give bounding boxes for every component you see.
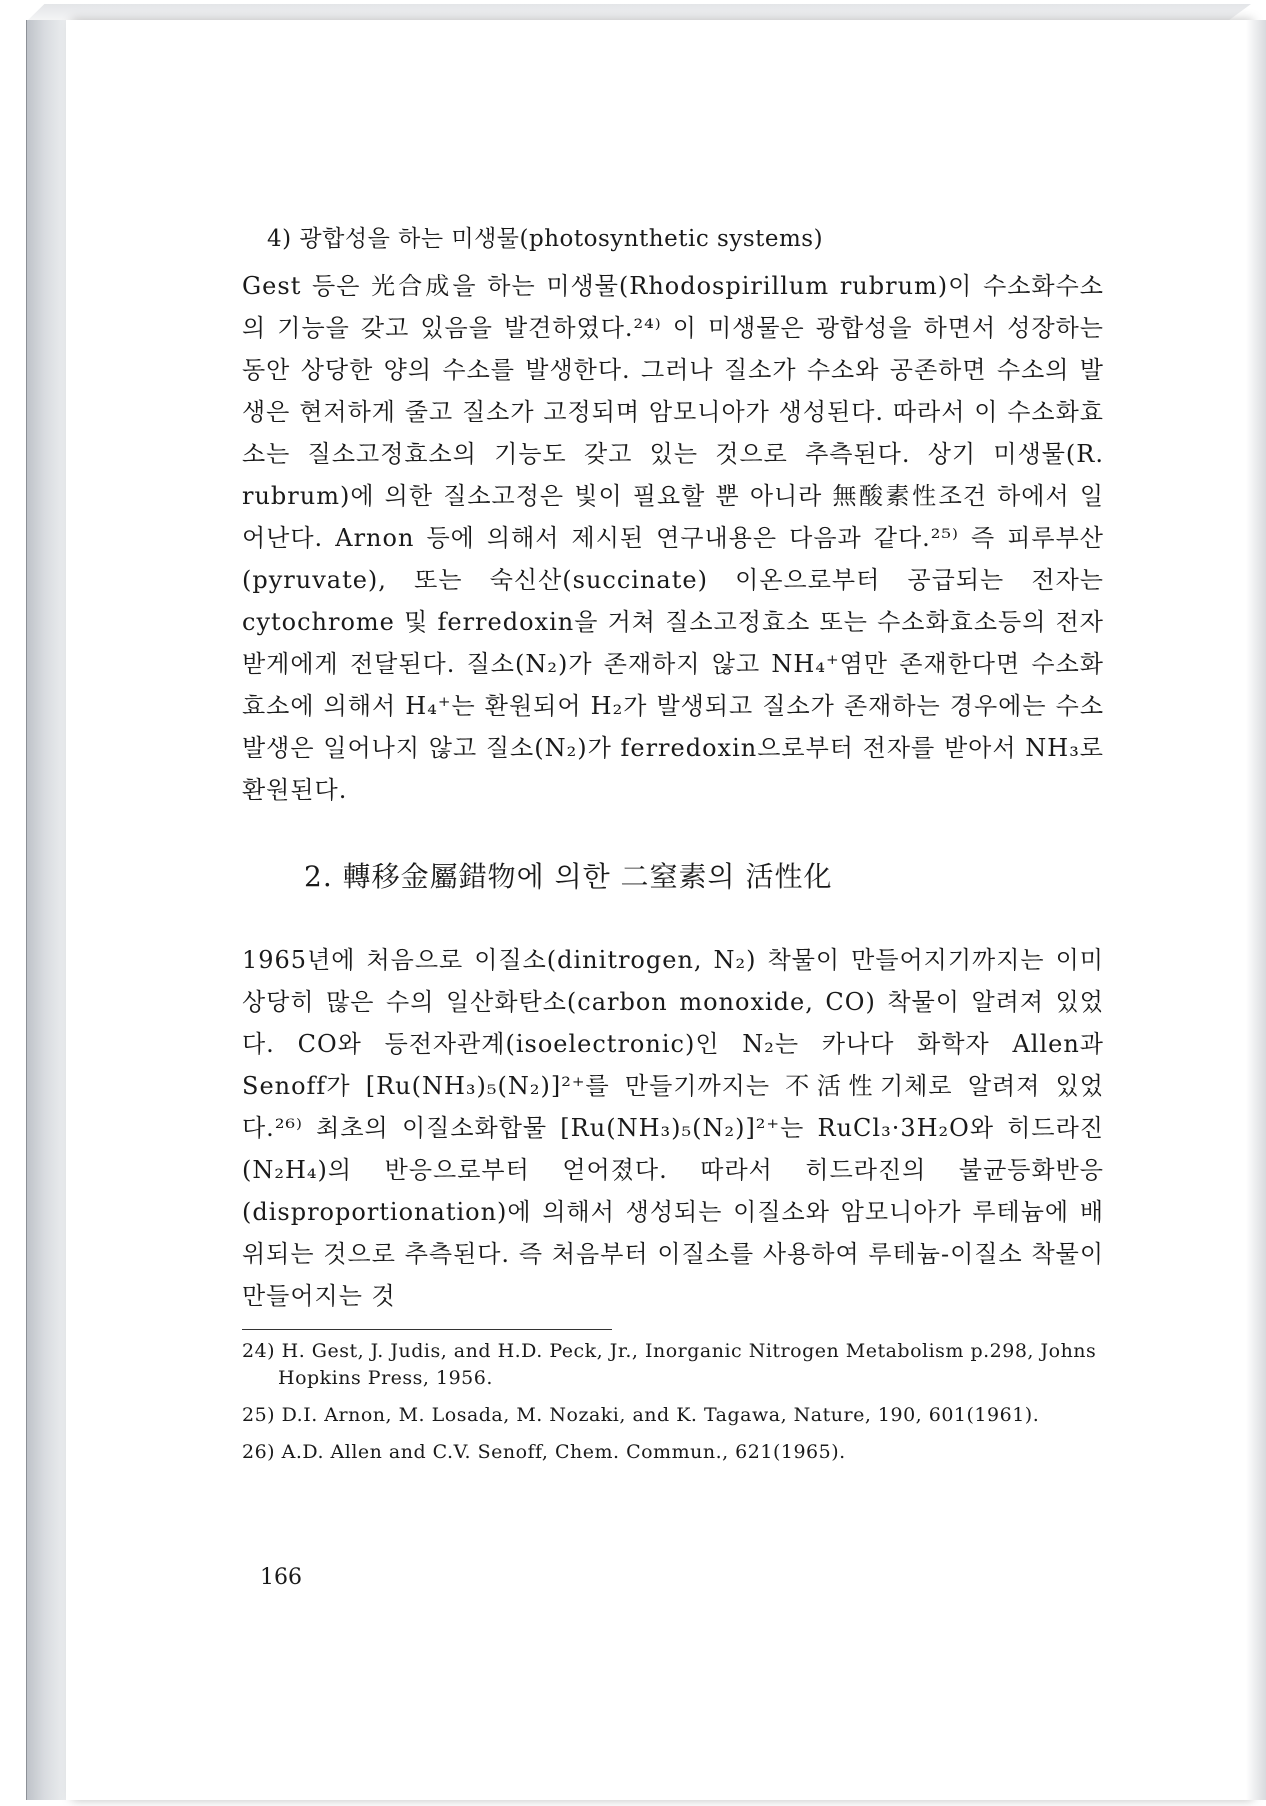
book-spine (26, 20, 67, 1800)
footnote-rule (242, 1329, 612, 1330)
page-edge-shadow (1246, 20, 1266, 1800)
footnote-list (242, 1338, 1104, 1466)
footnote-26: 26) A.D. Allen and C.V. Senoff, Chem. Commun., 621(1965). (242, 1441, 846, 1463)
page-content (242, 220, 1104, 1476)
section-paragraph: 1965년에 처음으로 이질소(dinitrogen, N₂) 착물이 만들어지기까지는 이미 상당히 많은 수의 일산화탄소(carbon monoxide, CO) 착물이 알려져 있었다. CO와 등전자관계(isoelectronic)인 N₂는 카나다 화학자 Allen과 Senoff가 [Ru(NH₃)₅(N₂)]²⁺를 만들기까지는 不活性기체로 알려져 있었다.²⁶⁾ 최초의 이질소화합물 [Ru(NH₃)₅(N₂)]²⁺는 RuCl₃·3H₂O와 히드라진(N₂H₄)의 반응으로부터 얻어졌다. 따라서 히드라진의 불균등화반응(disproportionation)에 의해서 생성되는 이질소와 암모니아가 루테늄에 배위되는 것으로 추측된다. 즉 처음부터 이질소를 사용하여 루테늄-이질소 착물이 만들어지는 것 (242, 946, 1104, 1310)
subsection-paragraph: Gest 등은 光合成을 하는 미생물(Rhodospirillum rubrum)이 수소화수소의 기능을 갖고 있음을 발견하였다.²⁴⁾ 이 미생물은 광합성을 하면서 성장하는 동안 상당한 양의 수소를 발생한다. 그러나 질소가 수소와 공존하면 수소의 발생은 현저하게 줄고 질소가 고정되며 암모니아가 생성된다. 따라서 이 수소화효소는 질소고정효소의 기능도 갖고 있는 것으로 추측된다. 상기 미생물(R. rubrum)에 의한 질소고정은 빛이 필요할 뿐 아니라 無酸素性조건 하에서 일어난다. Arnon 등에 의해서 제시된 연구내용은 다음과 같다.²⁵⁾ 즉 피루부산(pyruvate), 또는 숙신산(succinate) 이온으로부터 공급되는 전자는 cytochrome 및 ferredoxin을 거쳐 질소고정효소 또는 수소화효소등의 전자받게에게 전달된다. 질소(N₂)가 존재하지 않고 NH₄⁺염만 존재한다면 수소화효소에 의해서 H₄⁺는 환원되어 H₂가 발생되고 질소가 존재하는 경우에는 수소발생은 일어나지 않고 질소(N₂)가 ferredoxin으로부터 전자를 받아서 NH₃로 환원된다. (242, 272, 1104, 804)
page-number: 166 (260, 1565, 302, 1590)
subsection-heading: 4) 광합성을 하는 미생물(photosynthetic systems) (267, 226, 824, 252)
footnote-24: 24) H. Gest, J. Judis, and H.D. Peck, Jr., Inorganic Nitrogen Metabolism p.298, Johns Hopkins Press, 1956. (242, 1340, 1097, 1389)
footnote-25: 25) D.I. Arnon, M. Losada, M. Nozaki, and K. Tagawa, Nature, 190, 601(1961). (242, 1404, 1040, 1426)
section-title: 2. 轉移金屬錯物에 의한 二窒素의 活性化 (304, 860, 833, 893)
